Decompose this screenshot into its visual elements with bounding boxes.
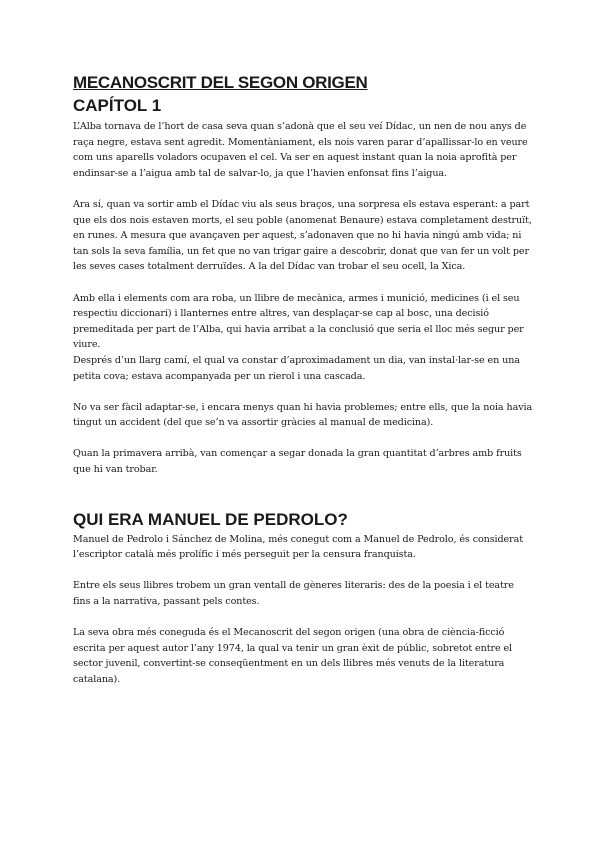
section-heading: QUI ERA MANUEL DE PEDROLO? — [73, 509, 348, 529]
chapter-paragraph-3: Amb ella i elements com ara roba, un llibre de mecànica, armes i munició, medicines (i el seu respectiu diccionari) i llanternes entre altres, van desplaçar-se cap al bosc, una decisió premeditada per part de l’Alba, qui havia arribat a la conclusió que seria el lloc més segur per viure. — [73, 292, 524, 351]
chapter-paragraph-4: Després d’un llarg camí, el qual va constar d’aproximadament un dia, van instal·lar-se en una petita cova; estava acompanyada per un rierol i una cascada. — [73, 354, 520, 382]
chapter-paragraph-1: L’Alba tornava de l’hort de casa seva quan s’adonà que el seu veí Dídac, un nen de nou anys de raça negre, estava sent agredit. Momentàniament, els nois varen parar d’apallissar-lo en veure com uns aparells voladors ocupaven el cel. Va ser en aquest instant quan la noia aprofità per endinsar-se a l’aigua amb tal de salvar-lo, ja que l’havien enfonsat fins l’aigua. — [73, 121, 528, 179]
section-paragraph-3: La seva obra més coneguda és el Mecanoscrit del segon origen (una obra de ciència-ficció escrita per aquest autor l’any 1974, la qual va tenir un gran èxit de públic, sobretot entre el sector juvenil, convertint-se conseqüentment en un dels llibres més venuts de la literatura catalana). — [73, 627, 513, 685]
chapter-heading: CAPÍTOL 1 — [73, 96, 162, 115]
document-title: MECANOSCRIT DEL SEGON ORIGEN — [73, 73, 368, 92]
chapter-paragraph-2: Ara sí, quan va sortir amb el Dídac viu als seus braços, una sorpresa els estava esperant: a part que els dos nois estaven morts, el seu poble (anomenat Benaure) estava completament destruït, en runes. A mesura que avançaven per aquest, s’adonaven que no hi havia ningú amb vida; ni tan sols la seva família, un fet que no van trigar gaire a descobrir, donat que van fer un volt per les seves cases totalment derruïdes. A la del Dídac van trobar el seu ocell, la Xica. — [73, 198, 532, 273]
section-paragraph-2: Entre els seus llibres trobem un gran ventall de gèneres literaris: des de la poesia i el teatre fins a la narrativa, passant pels contes. — [73, 580, 514, 608]
chapter-paragraph-5: No va ser fàcil adaptar-se, i encara menys quan hi havia problemes; entre ells, que la noia havia tingut un accident (del que se’n va assortir gràcies al manual de medicina). — [73, 401, 533, 429]
chapter-paragraph-6: Quan la primavera arribà, van començar a segar donada la gran quantitat d’arbres amb fruits que hi van trobar. — [73, 448, 522, 476]
section-paragraph-1: Manuel de Pedrolo i Sánchez de Molina, més conegut com a Manuel de Pedrolo, és considerat l’escriptor català més prolífic i més perseguit per la censura franquista. — [73, 533, 523, 561]
document-page — [73, 72, 533, 688]
